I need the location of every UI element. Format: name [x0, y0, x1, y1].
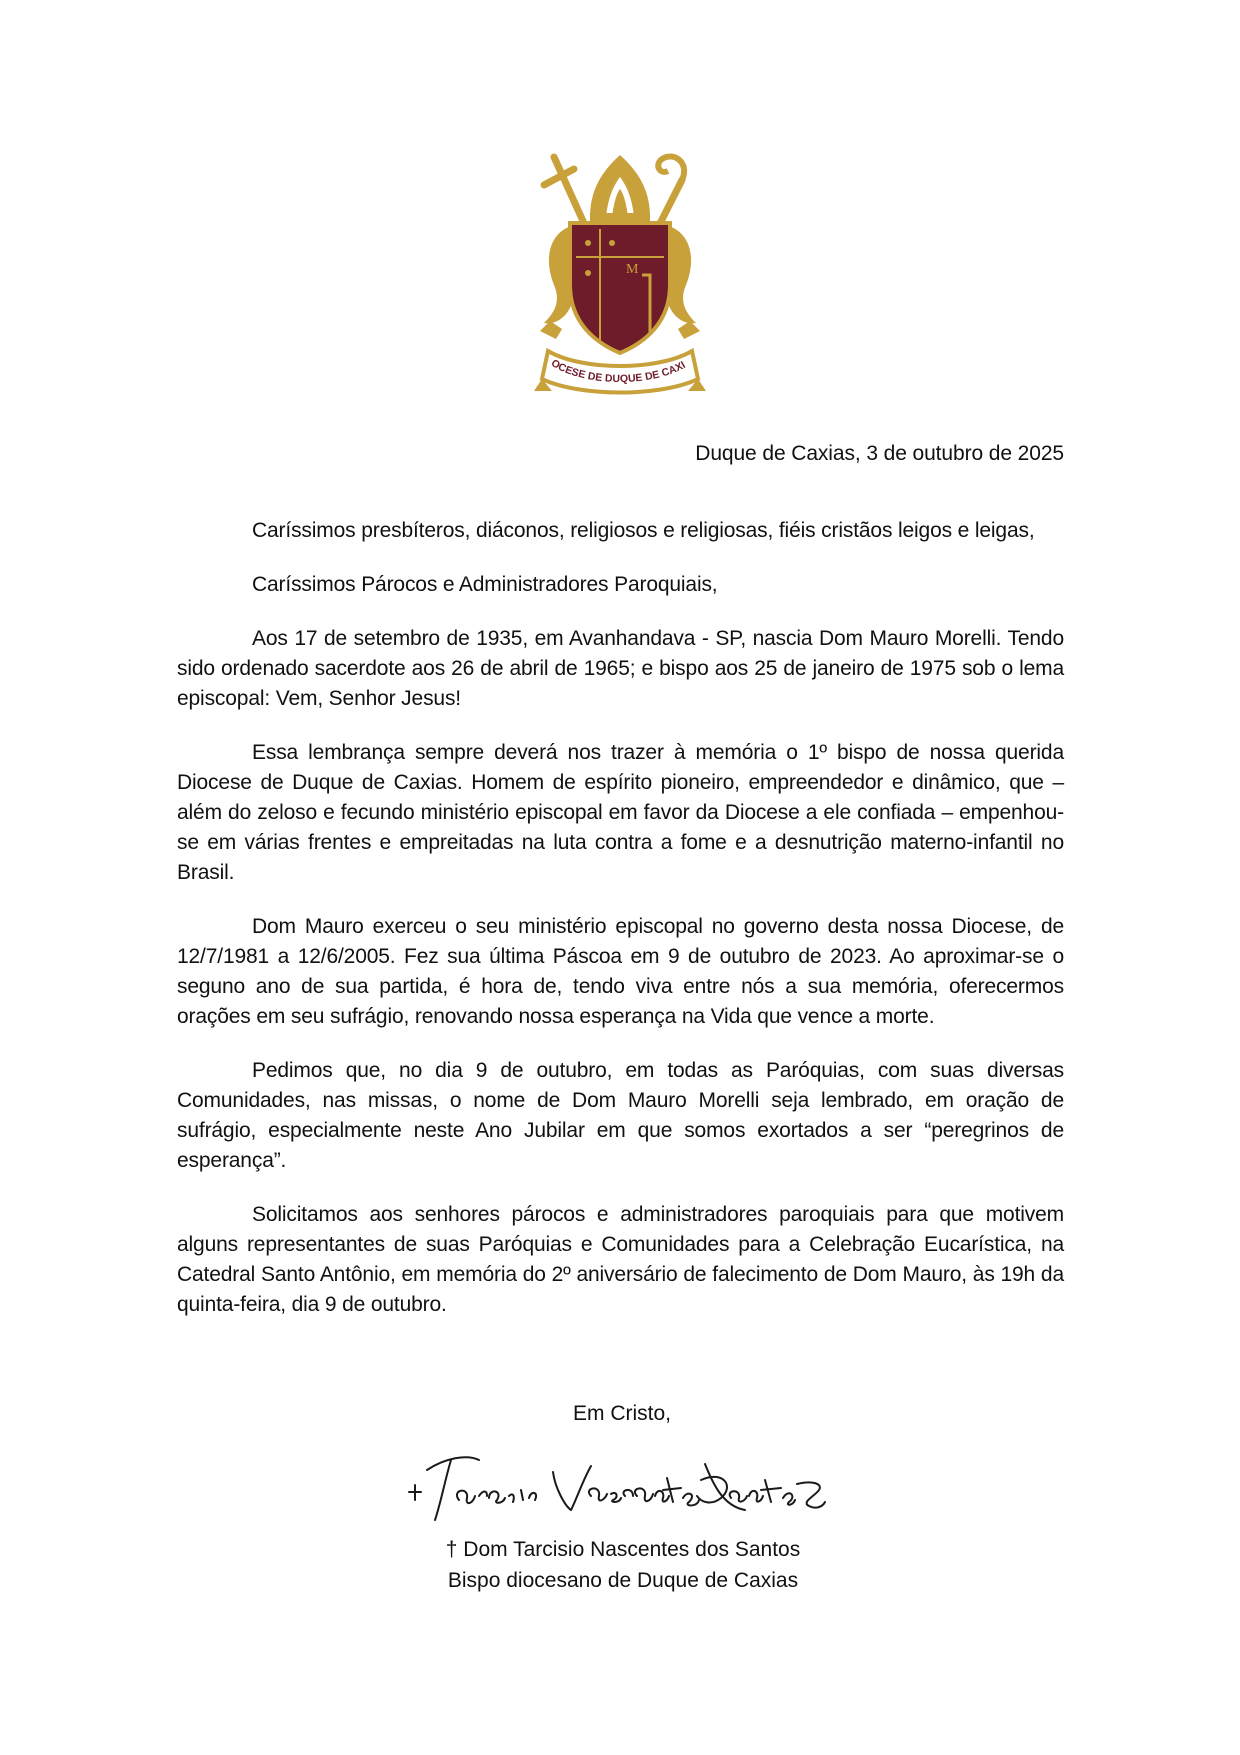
crest-ribbon-text: OCESE DE DUQUE DE CAXI [548, 357, 688, 386]
signer-block [443, 1534, 803, 1596]
handwritten-signature [405, 1440, 830, 1532]
letter-paragraph: Dom Mauro exerceu o seu ministério episcopal no governo desta nossa Diocese, de 12/7/1981 a 12/6/2005. Fez sua última Páscoa em 9 de outubro de 2023. Ao aproximar-se o seguno ano de sua partida, é hora de, tendo viva entre nós a sua memória, oferecermos orações em seu sufrágio, renovando nossa esperança na Vida que vence a morte. [177, 915, 1064, 1028]
letter-body [177, 516, 1064, 1344]
letter-date: Duque de Caxias, 3 de outubro de 2025 [695, 442, 1064, 465]
signer-title: Bispo diocesano de Duque de Caxias [447, 1569, 799, 1592]
crest-icon [532, 145, 708, 400]
signer-name: † Dom Tarcisio Nascentes dos Santos [445, 1538, 801, 1561]
greeting-line: Caríssimos Párocos e Administradores Paroquiais, [252, 573, 718, 596]
letter-paragraph: Essa lembrança sempre deverá nos trazer à memória o 1º bispo de nossa querida Diocese de Duque de Caxias. Homem de espírito pioneiro, empreendedor e dinâmico, que – além do zeloso e fecundo ministério episcopal em favor da Diocese a ele confiada – empenhou-se em várias frentes e empreitadas na luta contra a fome e a desnutrição materno-infantil no Brasil. [177, 741, 1064, 884]
svg-text:M: M [626, 262, 639, 277]
closing-line: Em Cristo, [573, 1402, 672, 1425]
greeting-line: Caríssimos presbíteros, diáconos, religiosos e religiosas, fiéis cristãos leigos e leigas, [252, 519, 1035, 542]
letter-paragraph: Solicitamos aos senhores párocos e administradores paroquiais para que motivem alguns representantes de suas Paróquias e Comunidades para a Celebração Eucarística, na Catedral Santo Antônio, em memória do 2º aniversário de falecimento de Dom Mauro, às 19h da quinta-feira, dia 9 de outubro. [177, 1203, 1064, 1316]
letter-paragraph: Aos 17 de setembro de 1935, em Avanhandava - SP, nascia Dom Mauro Morelli. Tendo sido ordenado sacerdote aos 26 de abril de 1965; e bispo aos 25 de janeiro de 1975 sob o lema episcopal: Vem, Senhor Jesus! [177, 627, 1064, 710]
letter-paragraph: Pedimos que, no dia 9 de outubro, em todas as Paróquias, com suas diversas Comunidades, nas missas, o nome de Dom Mauro Morelli seja lembrado, em oração de sufrágio, especialmente neste Ano Jubilar em que somos exortados a ser “peregrinos de esperança”. [177, 1059, 1064, 1172]
diocese-crest-logo [532, 145, 708, 400]
